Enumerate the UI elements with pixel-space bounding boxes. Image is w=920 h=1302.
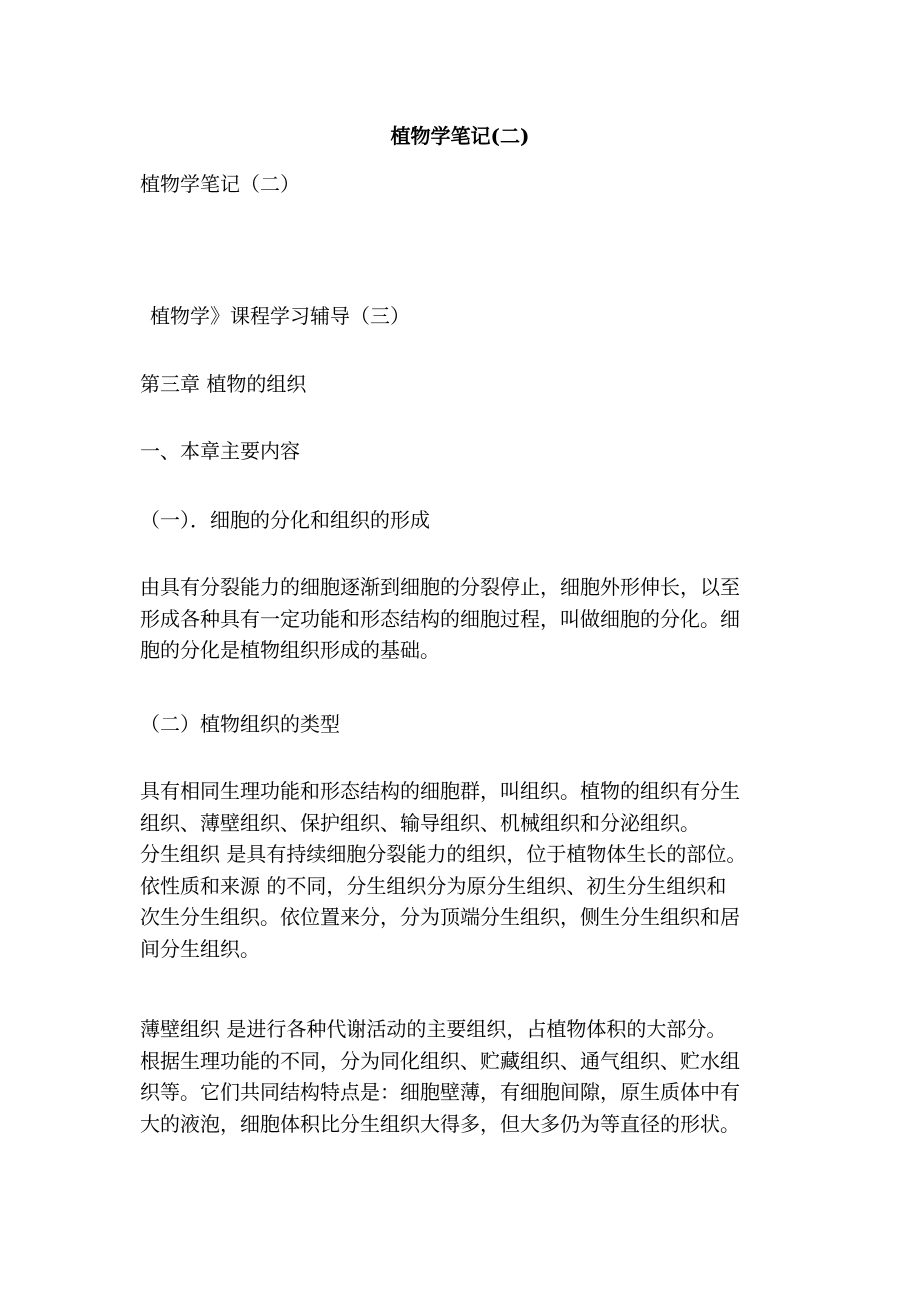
paragraph-line: 形成各种具有一定功能和形态结构的细胞过程，叫做细胞的分化。细	[140, 606, 740, 631]
subsection-heading-1: （一）．细胞的分化和组织的形成	[140, 508, 430, 532]
paragraph-line: 组织、薄壁组织、保护组织、输导组织、机械组织和分泌组织。	[140, 810, 700, 835]
paragraph-line: 间分生组织。	[140, 936, 260, 961]
paragraph-parenchyma	[140, 1014, 790, 1140]
paragraph-line: 分生组织 是具有持续细胞分裂能力的组织，位于植物体生长的部位。	[140, 842, 747, 866]
paragraph-line: 薄壁组织 是进行各种代谢活动的主要组织，占植物体积的大部分。	[140, 1017, 727, 1041]
subsection-heading-2: （二）植物组织的类型	[140, 712, 340, 736]
section-heading: 一、本章主要内容	[140, 439, 300, 463]
course-heading: 植物学》课程学习辅导（三）	[150, 304, 410, 328]
paragraph-tissue-types	[140, 776, 790, 965]
chapter-heading: 第三章 植物的组织	[140, 372, 307, 396]
paragraph-line: 根据生理功能的不同，分为同化组织、贮藏组织、通气组织、贮水组	[140, 1048, 740, 1073]
document-subtitle: 植物学笔记（二）	[140, 172, 300, 196]
paragraph-line: 依性质和来源 的不同，分生组织分为原分生组织、初生分生组织和	[140, 873, 727, 898]
paragraph-line: 由具有分裂能力的细胞逐渐到细胞的分裂停止，细胞外形伸长，以至	[140, 575, 740, 599]
paragraph-line: 织等。它们共同结构特点是：细胞壁薄，有细胞间隙，原生质体中有	[140, 1080, 740, 1104]
paragraph-line: 次生分生组织。依位置来分，分为顶端分生组织，侧生分生组织和居	[140, 905, 740, 929]
paragraph-cell-differentiation	[140, 572, 790, 667]
paragraph-line: 胞的分化是植物组织形成的基础。	[140, 638, 440, 662]
paragraph-line: 具有相同生理功能和形态结构的细胞群，叫组织。植物的组织有分生	[140, 779, 740, 803]
paragraph-line: 大的液泡，细胞体积比分生组织大得多，但大多仍为等直径的形状。	[140, 1111, 740, 1136]
document-title: 植物学笔记(二)	[390, 124, 530, 148]
